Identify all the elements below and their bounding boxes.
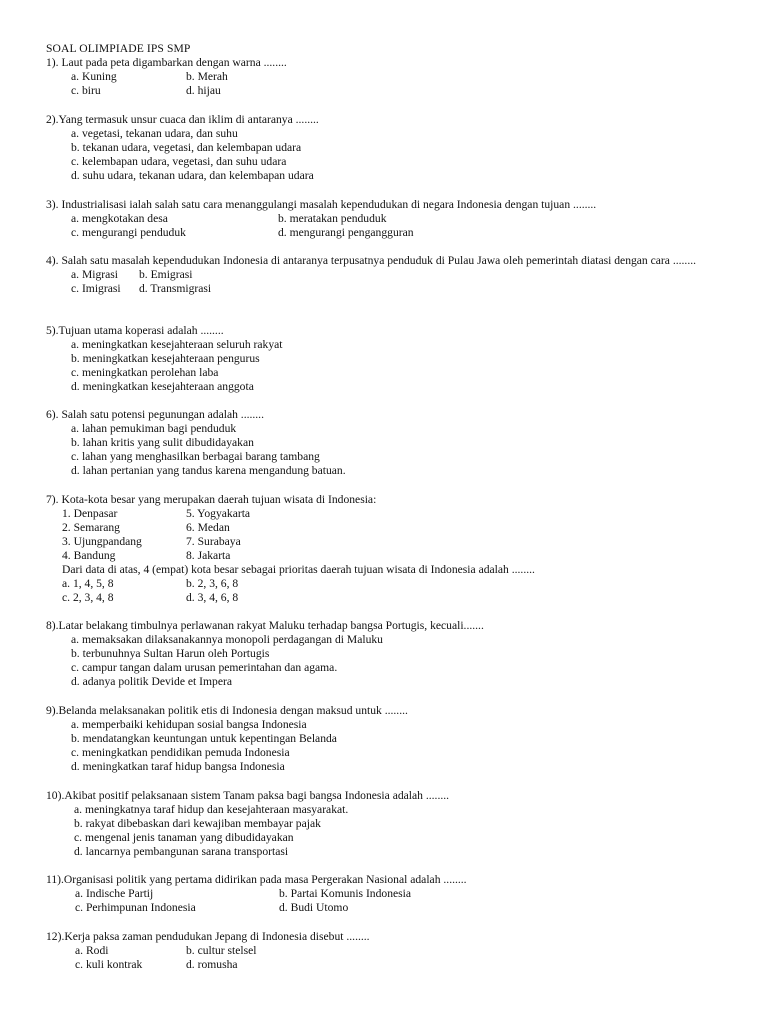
question-stem: 7). Kota-kota besar yang merupakan daerah tujuan wisata di Indonesia: <box>46 493 377 506</box>
option-b: b. mendatangkan keuntungan untuk kepentingan Belanda <box>71 732 337 745</box>
question-stem: 2).Yang termasuk unsur cuaca dan iklim di antaranya ........ <box>46 113 319 126</box>
question-4 <box>46 254 728 296</box>
option-c: c. mengenal jenis tanaman yang dibudidayakan <box>74 831 294 844</box>
question-stem: 3). Industrialisasi ialah salah satu cara menanggulangi masalah kependudukan di negara Indonesia dengan tujuan ........ <box>46 198 597 211</box>
question-stem: 9).Belanda melaksanakan politik etis di Indonesia dengan maksud untuk ........ <box>46 704 408 717</box>
option-a: a. Migrasi <box>71 268 119 281</box>
question-1 <box>46 56 728 98</box>
option-d: d. lahan pertanian yang tandus karena mengandung batuan. <box>71 464 346 477</box>
question-2 <box>46 113 728 183</box>
question-stem: 12).Kerja paksa zaman pendudukan Jepang di Indonesia disebut ........ <box>46 930 370 943</box>
option-d: d. Transmigrasi <box>139 282 212 295</box>
option-b: b. lahan kritis yang sulit dibudidayakan <box>71 436 254 449</box>
option-a: a. 1, 4, 5, 8 <box>62 577 114 590</box>
question-stem: 4). Salah satu masalah kependudukan Indonesia di antaranya terpusatnya penduduk di Pulau Jawa oleh pemerintah diatasi dengan cara ........ <box>46 254 697 267</box>
option-b: b. meningkatkan kesejahteraan pengurus <box>71 352 260 365</box>
question-8 <box>46 619 728 689</box>
option-c: c. campur tangan dalam urusan pemerintahan dan agama. <box>71 661 338 674</box>
option-d: d. hijau <box>186 84 221 97</box>
question-stem: 10).Akibat positif pelaksanaan sistem Tanam paksa bagi bangsa Indonesia adalah ........ <box>46 789 450 802</box>
option-a: a. Kuning <box>71 70 117 83</box>
option-c: c. Perhimpunan Indonesia <box>75 901 196 914</box>
question-sub-stem: Dari data di atas, 4 (empat) kota besar sebagai prioritas daerah tujuan wisata di Indonesia adalah ........ <box>62 563 535 576</box>
option-b: b. terbunuhnya Sultan Harun oleh Portugis <box>71 647 270 660</box>
answer-options <box>46 70 728 98</box>
answer-options <box>46 944 728 972</box>
city-item: 5. Yogyakarta <box>186 507 251 520</box>
option-d: d. romusha <box>186 958 238 971</box>
option-d: d. adanya politik Devide et Impera <box>71 675 232 688</box>
option-c: c. meningkatkan pendidikan pemuda Indonesia <box>71 746 290 759</box>
option-c: c. lahan yang menghasilkan berbagai barang tambang <box>71 450 320 463</box>
option-d: d. 3, 4, 6, 8 <box>186 591 239 604</box>
question-3 <box>46 198 728 240</box>
option-a: a. Rodi <box>75 944 109 957</box>
option-c: c. 2, 3, 4, 8 <box>62 591 114 604</box>
option-a: a. mengkotakan desa <box>71 212 168 225</box>
question-stem: 11).Organisasi politik yang pertama didirikan pada masa Pergerakan Nasional adalah ........ <box>46 873 467 886</box>
city-item: 3. Ujungpandang <box>62 535 142 548</box>
option-d: d. mengurangi pengangguran <box>278 226 414 239</box>
option-b: b. meratakan penduduk <box>278 212 387 225</box>
city-item: 2. Semarang <box>62 521 120 534</box>
option-d: d. lancarnya pembangunan sarana transportasi <box>74 845 289 858</box>
option-d: d. suhu udara, tekanan udara, dan kelembapan udara <box>71 169 314 182</box>
city-item: 4. Bandung <box>62 549 116 562</box>
option-a: a. lahan pemukiman bagi penduduk <box>71 422 237 435</box>
question-9 <box>46 704 728 774</box>
answer-options <box>46 887 728 915</box>
option-b: b. tekanan udara, vegetasi, dan kelembapan udara <box>71 141 302 154</box>
option-c: c. kuli kontrak <box>75 958 143 971</box>
option-b: b. Partai Komunis Indonesia <box>279 887 412 900</box>
question-6 <box>46 408 728 478</box>
option-a: a. meningkatkan kesejahteraan seluruh rakyat <box>71 338 283 351</box>
option-a: a. memperbaiki kehidupan sosial bangsa Indonesia <box>71 718 307 731</box>
answer-options <box>46 212 728 240</box>
option-c: c. kelembapan udara, vegetasi, dan suhu udara <box>71 155 287 168</box>
question-stem: 1). Laut pada peta digambarkan dengan warna ........ <box>46 56 287 69</box>
city-item: 7. Surabaya <box>186 535 241 548</box>
option-c: c. mengurangi penduduk <box>71 226 186 239</box>
option-d: d. meningkatkan kesejahteraan anggota <box>71 380 254 393</box>
option-c: c. Imigrasi <box>71 282 121 295</box>
question-12 <box>46 930 728 972</box>
option-d: d. meningkatkan taraf hidup bangsa Indonesia <box>71 760 285 773</box>
option-a: a. Indische Partij <box>75 887 154 900</box>
question-10 <box>46 789 728 859</box>
question-7 <box>46 493 728 605</box>
city-item: 8. Jakarta <box>186 549 231 562</box>
city-item: 6. Medan <box>186 521 230 534</box>
option-b: b. rakyat dibebaskan dari kewajiban membayar pajak <box>74 817 321 830</box>
option-d: d. Budi Utomo <box>279 901 349 914</box>
question-5 <box>46 324 728 394</box>
option-c: c. meningkatkan perolehan laba <box>71 366 219 379</box>
question-11 <box>46 873 728 915</box>
option-a: a. memaksakan dilaksanakannya monopoli perdagangan di Maluku <box>71 633 383 646</box>
city-item: 1. Denpasar <box>62 507 118 520</box>
option-a: a. vegetasi, tekanan udara, dan suhu <box>71 127 238 140</box>
option-b: b. 2, 3, 6, 8 <box>186 577 239 590</box>
document-title: SOAL OLIMPIADE IPS SMP <box>46 42 191 55</box>
city-list <box>46 507 728 605</box>
option-c: c. biru <box>71 84 101 97</box>
question-stem: 6). Salah satu potensi pegunungan adalah ........ <box>46 408 264 421</box>
option-b: b. Emigrasi <box>139 268 193 281</box>
answer-options <box>46 268 728 296</box>
option-b: b. cultur stelsel <box>186 944 257 957</box>
option-a: a. meningkatnya taraf hidup dan kesejahteraan masyarakat. <box>74 803 349 816</box>
option-b: b. Merah <box>186 70 228 83</box>
question-stem: 5).Tujuan utama koperasi adalah ........ <box>46 324 224 337</box>
question-stem: 8).Latar belakang timbulnya perlawanan rakyat Maluku terhadap bangsa Portugis, kecuali....... <box>46 619 484 632</box>
